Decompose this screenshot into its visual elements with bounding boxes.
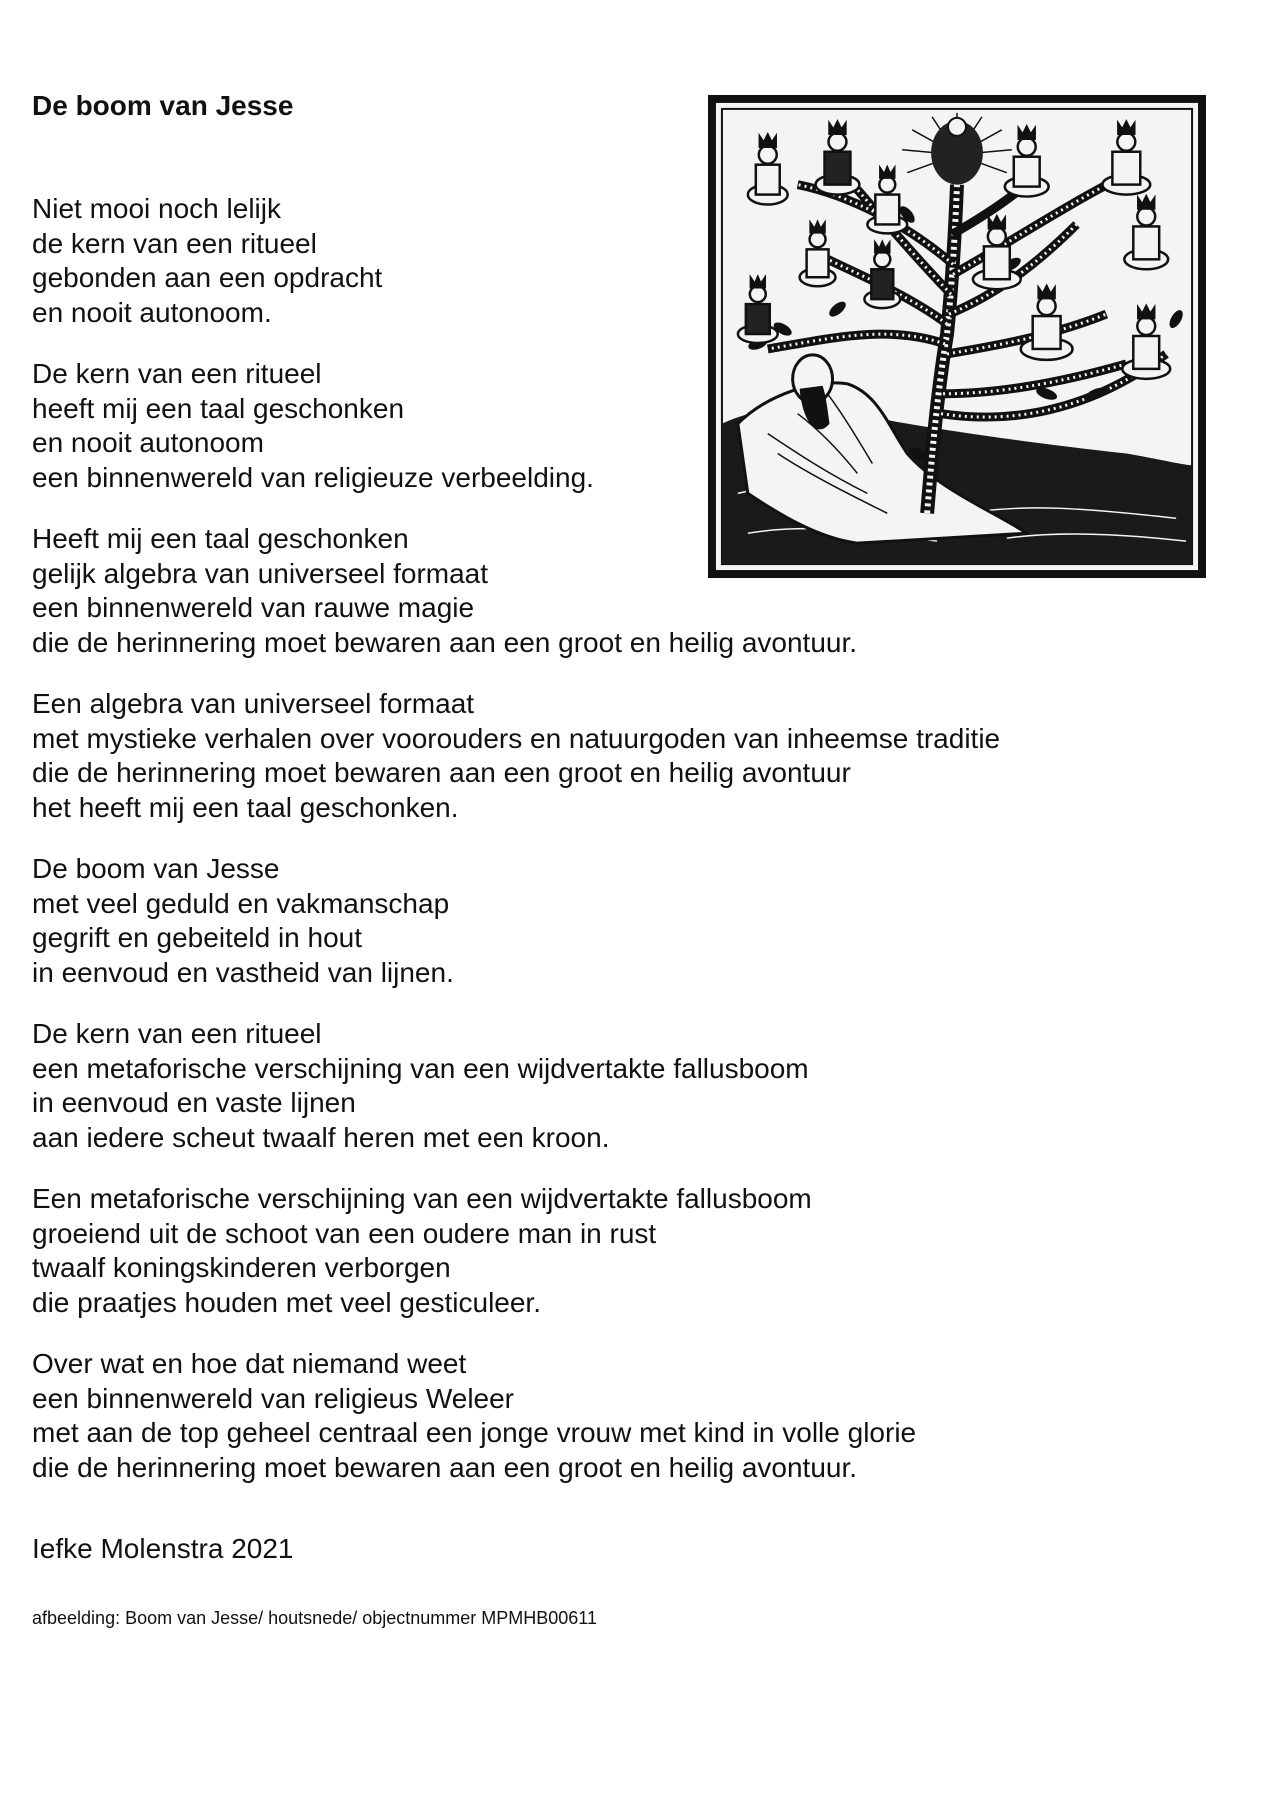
author-line: Iefke Molenstra 2021 <box>32 1533 294 1564</box>
poem-line: en nooit autonoom <box>32 427 264 458</box>
poem-line: een binnenwereld van religieuze verbeelding. <box>32 461 594 493</box>
poem-line: heeft mij een taal geschonken <box>32 392 405 424</box>
poem-line: Een algebra van universeel formaat <box>32 688 475 719</box>
poem-line: met aan de top geheel centraal een jonge vrouw met kind in volle glorie <box>32 1417 917 1448</box>
poem-line: een metaforische verschijning van een wijdvertakte fallusboom <box>32 1052 809 1084</box>
poem-line: het heeft mij een taal geschonken. <box>32 791 459 823</box>
poem-line: met veel geduld en vakmanschap <box>32 887 450 919</box>
poem-line: Een metaforische verschijning van een wijdvertakte fallusboom <box>32 1183 812 1214</box>
poem-line: die de herinnering moet bewaren aan een groot en heilig avontuur <box>32 757 851 788</box>
poem-line: Over wat en hoe dat niemand weet <box>32 1348 467 1379</box>
poem-line: de kern van een ritueel <box>32 227 317 259</box>
poem-line: die de herinnering moet bewaren aan een groot en heilig avontuur. <box>32 1451 858 1483</box>
poem-line: aan iedere scheut twaalf heren met een kroon. <box>32 1121 610 1153</box>
poem-line: De kern van een ritueel <box>32 1018 322 1049</box>
image-caption: afbeelding: Boom van Jesse/ houtsnede/ objectnummer MPMHB00611 <box>32 1608 597 1628</box>
poem-stanza <box>32 687 1232 825</box>
poem-line: een binnenwereld van religieus Weleer <box>32 1382 515 1414</box>
poem-line: in eenvoud en vaste lijnen <box>32 1087 356 1118</box>
poem-title: De boom van Jesse <box>32 90 294 121</box>
poem-line: De boom van Jesse <box>32 853 280 884</box>
poem-line: gelijk algebra van universeel formaat <box>32 557 489 589</box>
poem-stanza <box>32 1182 1232 1320</box>
poem-line: Heeft mij een taal geschonken <box>32 523 409 554</box>
poem-body <box>32 192 1232 1512</box>
poem-line: die praatjes houden met veel gesticuleer. <box>32 1286 541 1318</box>
poem-line: en nooit autonoom. <box>32 296 272 328</box>
poem-stanza <box>32 522 1232 660</box>
poem-stanza <box>32 192 1232 330</box>
poem-line: groeiend uit de schoot van een oudere man in rust <box>32 1217 657 1249</box>
poem-stanza <box>32 1017 1232 1155</box>
poem-line: De kern van een ritueel <box>32 358 322 389</box>
poem-line: in eenvoud en vastheid van lijnen. <box>32 956 454 988</box>
poem-line: een binnenwereld van rauwe magie <box>32 592 475 623</box>
poem-stanza <box>32 1347 1232 1485</box>
poem-line: met mystieke verhalen over voorouders en natuurgoden van inheemse traditie <box>32 722 1001 754</box>
poem-line: twaalf koningskinderen verborgen <box>32 1252 451 1283</box>
poem-stanza <box>32 357 1232 495</box>
poem-line: Niet mooi noch lelijk <box>32 193 281 224</box>
poem-line: die de herinnering moet bewaren aan een groot en heilig avontuur. <box>32 626 858 658</box>
poem-line: gegrift en gebeiteld in hout <box>32 922 363 953</box>
poem-line: gebonden aan een opdracht <box>32 262 383 293</box>
poem-stanza <box>32 852 1232 990</box>
